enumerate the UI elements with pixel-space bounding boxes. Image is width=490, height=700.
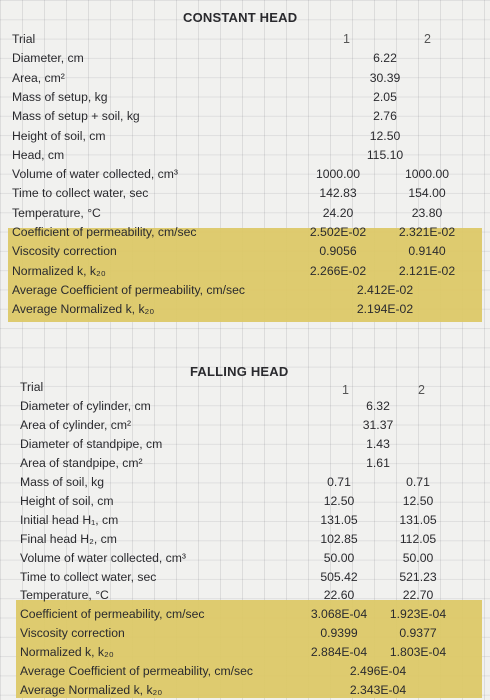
row-label: Viscosity correction	[12, 244, 117, 259]
row-label: Area, cm²	[12, 70, 65, 85]
row-label: Trial	[20, 380, 44, 394]
column-header-2: 2	[424, 32, 431, 46]
row-label: Mass of setup, kg	[12, 89, 108, 104]
shared-value: 115.10	[366, 147, 404, 162]
shared-value: 2.496E-04	[349, 664, 407, 679]
row-label: Volume of water collected, cm³	[20, 550, 186, 565]
trial-1-value: 131.05	[320, 512, 358, 527]
trial-2-value: 50.00	[402, 550, 434, 565]
shared-value: 1.61	[366, 455, 390, 470]
trial-2-value: 521.23	[399, 569, 437, 584]
row-label: Height of soil, cm	[20, 493, 114, 508]
row-label: Initial head H₁, cm	[20, 512, 119, 527]
trial-2-value: 112.05	[399, 531, 437, 546]
column-header-1: 1	[342, 383, 349, 397]
trial-2-value: 0.9377	[399, 626, 437, 641]
row-label: Mass of soil, kg	[20, 474, 104, 489]
row-label: Volume of water collected, cm³	[12, 167, 178, 182]
row-label: Normalized k, k₂₀	[12, 263, 106, 278]
row-label: Area of standpipe, cm²	[20, 455, 143, 470]
row-label: Average Normalized k, k₂₀	[20, 683, 163, 698]
trial-1-value: 2.502E-02	[309, 225, 367, 239]
shared-value: 2.343E-04	[349, 683, 407, 698]
row-label: Diameter of cylinder, cm	[20, 398, 151, 413]
trial-1-value: 12.50	[323, 493, 355, 508]
row-label: Mass of setup + soil, kg	[12, 109, 140, 124]
trial-2-value: 22.70	[402, 588, 434, 603]
constant-head-title: CONSTANT HEAD	[183, 10, 298, 25]
row-label: Coefficient of permeability, cm/sec	[20, 607, 205, 622]
row-label: Final head H₂, cm	[20, 531, 117, 546]
trial-2-value: 1.803E-04	[389, 645, 447, 660]
trial-1-value: 0.9056	[319, 244, 357, 259]
trial-2-value: 2.121E-02	[398, 263, 456, 278]
shared-value: 2.194E-02	[356, 302, 414, 317]
shared-value: 6.22	[373, 51, 397, 66]
trial-1-value: 505.42	[320, 569, 358, 584]
trial-1-value: 142.83	[319, 186, 357, 201]
row-label: Viscosity correction	[20, 626, 125, 641]
row-label: Temperature, °C	[12, 205, 101, 220]
row-label: Coefficient of permeability, cm/sec	[12, 225, 197, 239]
row-label: Diameter of standpipe, cm	[20, 436, 163, 451]
trial-2-value: 0.71	[406, 474, 430, 489]
trial-1-value: 0.9399	[320, 626, 358, 641]
trial-1-value: 0.71	[327, 474, 351, 489]
trial-2-value: 1000.00	[404, 167, 450, 182]
row-label: Temperature, °C	[20, 588, 109, 603]
row-label: Normalized k, k₂₀	[20, 645, 114, 660]
row-label: Head, cm	[12, 147, 65, 162]
row-label: Time to collect water, sec	[20, 569, 157, 584]
column-header-1: 1	[343, 32, 350, 46]
trial-1-value: 1000.00	[315, 167, 361, 182]
shared-value: 12.50	[369, 128, 401, 143]
trial-1-value: 50.00	[323, 550, 355, 565]
shared-value: 2.76	[373, 109, 397, 124]
shared-value: 2.412E-02	[356, 282, 414, 297]
row-label: Average Coefficient of permeability, cm/sec	[20, 664, 254, 679]
trial-1-value: 2.266E-02	[309, 263, 367, 278]
trial-2-value: 1.923E-04	[389, 607, 447, 622]
trial-2-value: 154.00	[408, 186, 446, 201]
trial-1-value: 24.20	[322, 205, 354, 220]
falling-head-title: FALLING HEAD	[190, 364, 289, 379]
shared-value: 30.39	[369, 70, 401, 85]
trial-1-value: 102.85	[320, 531, 358, 546]
trial-2-value: 2.321E-02	[398, 225, 456, 239]
trial-2-value: 0.9140	[408, 244, 446, 259]
trial-1-value: 3.068E-04	[310, 607, 368, 622]
row-label: Average Normalized k, k₂₀	[12, 302, 155, 317]
row-label: Time to collect water, sec	[12, 186, 149, 201]
trial-2-value: 12.50	[402, 493, 434, 508]
shared-value: 2.05	[373, 89, 397, 104]
shared-value: 6.32	[366, 398, 390, 413]
trial-1-value: 2.884E-04	[310, 645, 368, 660]
row-label: Height of soil, cm	[12, 128, 106, 143]
trial-2-value: 23.80	[411, 205, 443, 220]
shared-value: 31.37	[362, 417, 394, 432]
row-label: Average Coefficient of permeability, cm/sec	[12, 282, 246, 297]
row-label: Trial	[12, 32, 36, 46]
trial-2-value: 131.05	[399, 512, 437, 527]
trial-1-value: 22.60	[323, 588, 355, 603]
column-header-2: 2	[418, 383, 425, 397]
row-label: Area of cylinder, cm²	[20, 417, 132, 432]
shared-value: 1.43	[366, 436, 390, 451]
row-label: Diameter, cm	[12, 51, 84, 66]
